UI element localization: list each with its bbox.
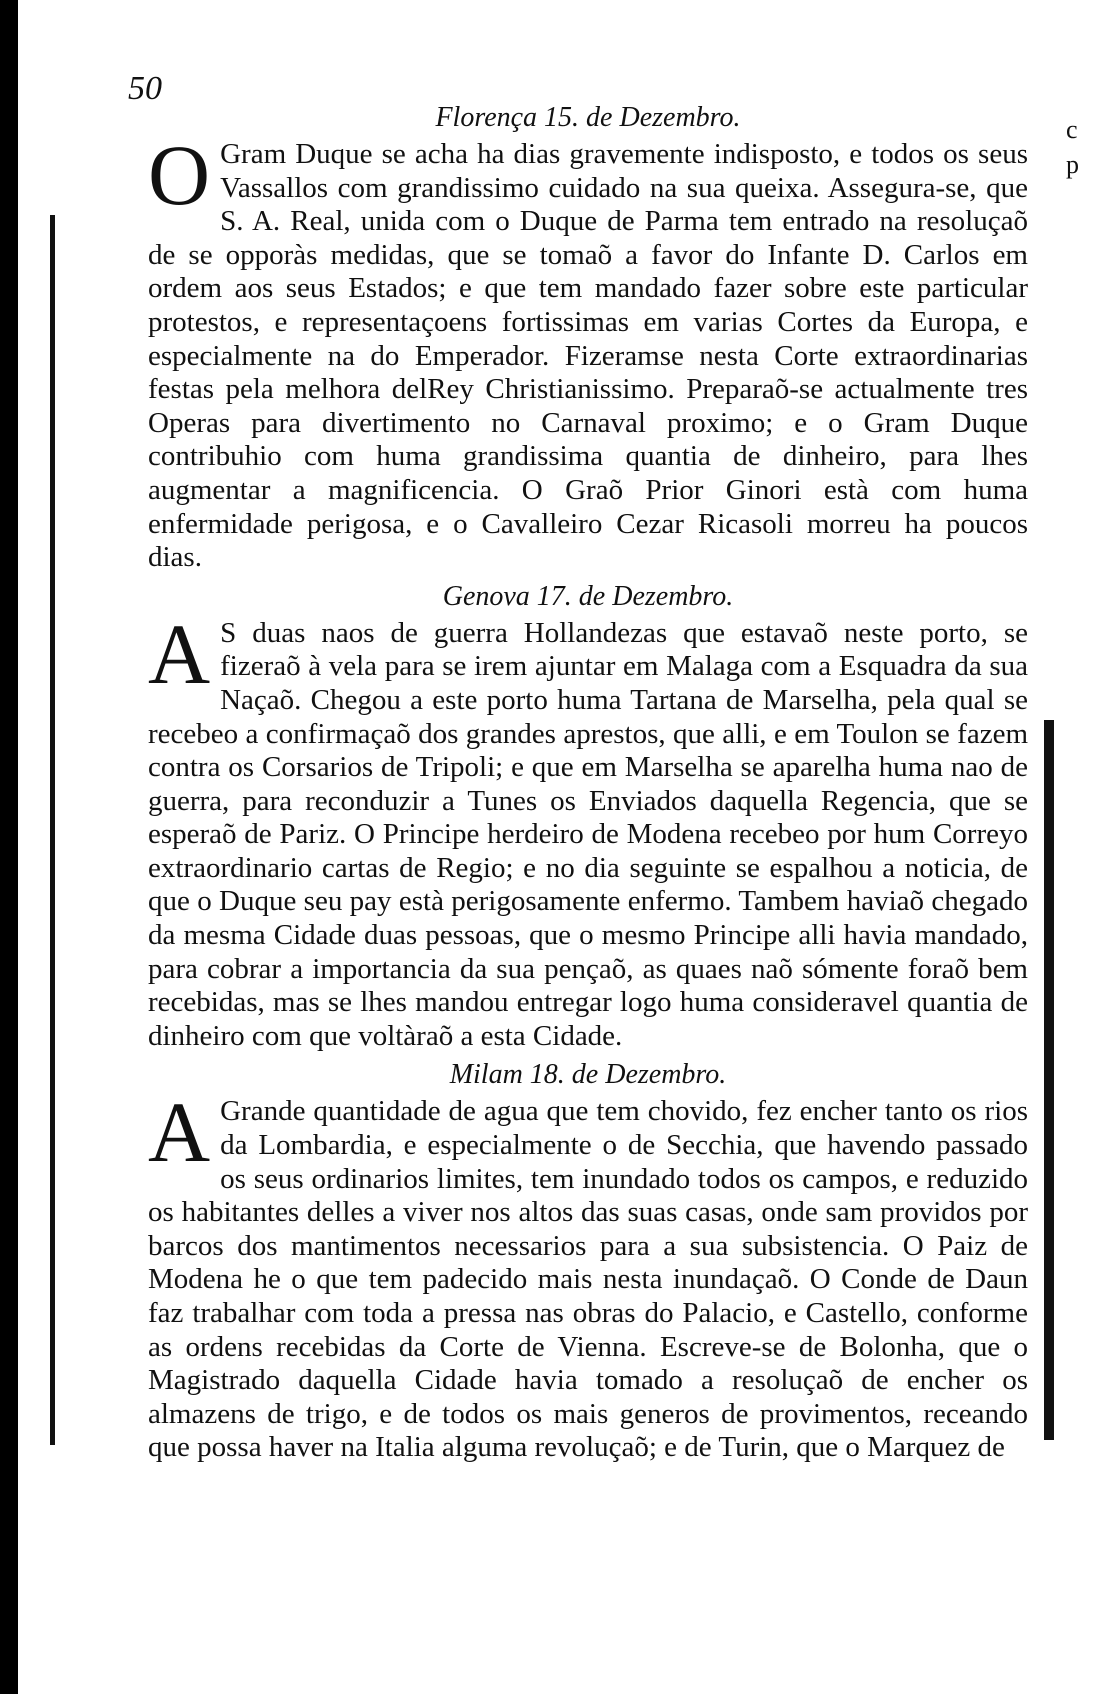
dropcap: A [148, 1084, 211, 1181]
article-text: Gram Duque se acha ha dias gravemente indisposto, e todos os seus Vassallos com grandissimo cuidado na sua queixa. Assegura-se, que S. A. Real, unida com o Duque de Parma tem entrado na resoluçaõ de se opporàs medidas, que se tomaõ a favor do Infante D. Carlos em ordem aos seus Estados; e que tem mandado fazer sobre este particular protestos, e representaçoens fortissimas em varias Cortes da Europa, e especialmente na do Emperador. Fizeramse nesta Corte extraordinarias festas pela melhora delRey Christianissimo. Preparaõ-se actualmente tres Operas para divertimento no Carnaval proximo; e o Gram Duque contribuhio com huma grandissima quantia de dinheiro, para lhes augmentar a magnificencia. O Graõ Prior Ginori està com huma enfermidade perigosa, e o Cavalleiro Cezar Ricasoli morreu ha poucos dias. [148, 138, 1028, 574]
article-text: S duas naos de guerra Hollandezas que estavaõ neste porto, se fizeraõ à vela para se irem ajuntar em Malaga com a Esquadra da sua Naçaõ. Chegou a este porto huma Tartana de Marselha, pela qual se recebeo a confirmaçaõ dos grandes aprestos, que alli, e em Toulon se fazem contra os Corsarios de Tripoli; e que em Marselha se aparelha huma nao de guerra, para reconduzir a Tunes os Enviados daquella Regencia, que se esperaõ de Pariz. O Principe herdeiro de Modena recebeo por hum Correyo extraordinario cartas de Regio; e no dia seguinte se espalhou a noticia, de que o Duque seu pay està perigosamente enfermo. Tambem haviaõ chegado da mesma Cidade duas pessoas, que o mesmo Principe alli havia mandado, para cobrar a importancia da sua pençaõ, as quaes naõ sómente foraõ bem recebidas, mas se lhes mandou entregar logo huma consideravel quantia de dinheiro com que voltàraõ a esta Cidade. [148, 616, 1028, 1052]
dateline-milan: Milam 18. de Dezembro. [449, 1059, 727, 1091]
article-column [148, 96, 1028, 1467]
adjacent-page-letter: p [1066, 150, 1079, 179]
dateline-genoa: Genova 17. de Dezembro. [442, 580, 734, 612]
newspaper-page [18, 0, 1036, 1694]
article-florence [148, 127, 1028, 575]
page-number: 50 [128, 70, 162, 107]
adjacent-page-edge [1036, 0, 1100, 1694]
article-text: Grande quantidade de agua que tem chovido, fez encher tanto os rios da Lombardia, e especialmente o de Secchia, que havendo passado os seus ordinarios limites, tem inundado todos os campos, e reduzido os habitantes delles a viver nos altos das suas casas, onde sam providos por barcos dos mantimentos necessarios para a sua subsistencia. O Paiz de Modena he o que tem padecido mais nesta inundaçaõ. O Conde de Daun faz trabalhar com toda a pressa nas obras do Palacio, e Castello, conforme as ordens recebidas da Corte de Vienna. Escreve-se de Bolonha, que o Magistrado daquella Cidade havia tomado a resoluçaõ de encher os almazens de trigo, e de todos os mais generos de provimentos, receando que possa haver na Italia alguma revoluçaõ; e de Turin, que o Marquez de [148, 1095, 1028, 1464]
page-edge-shadow [1044, 720, 1054, 1440]
article-genoa [148, 605, 1028, 1054]
dropcap: O [148, 127, 211, 223]
adjacent-page-letter: c [1066, 115, 1078, 144]
dateline-florence: Florença 15. de Dezembro. [435, 102, 741, 133]
article-milan [148, 1084, 1028, 1465]
dropcap: A [148, 605, 211, 702]
binding-shadow [50, 215, 55, 1445]
